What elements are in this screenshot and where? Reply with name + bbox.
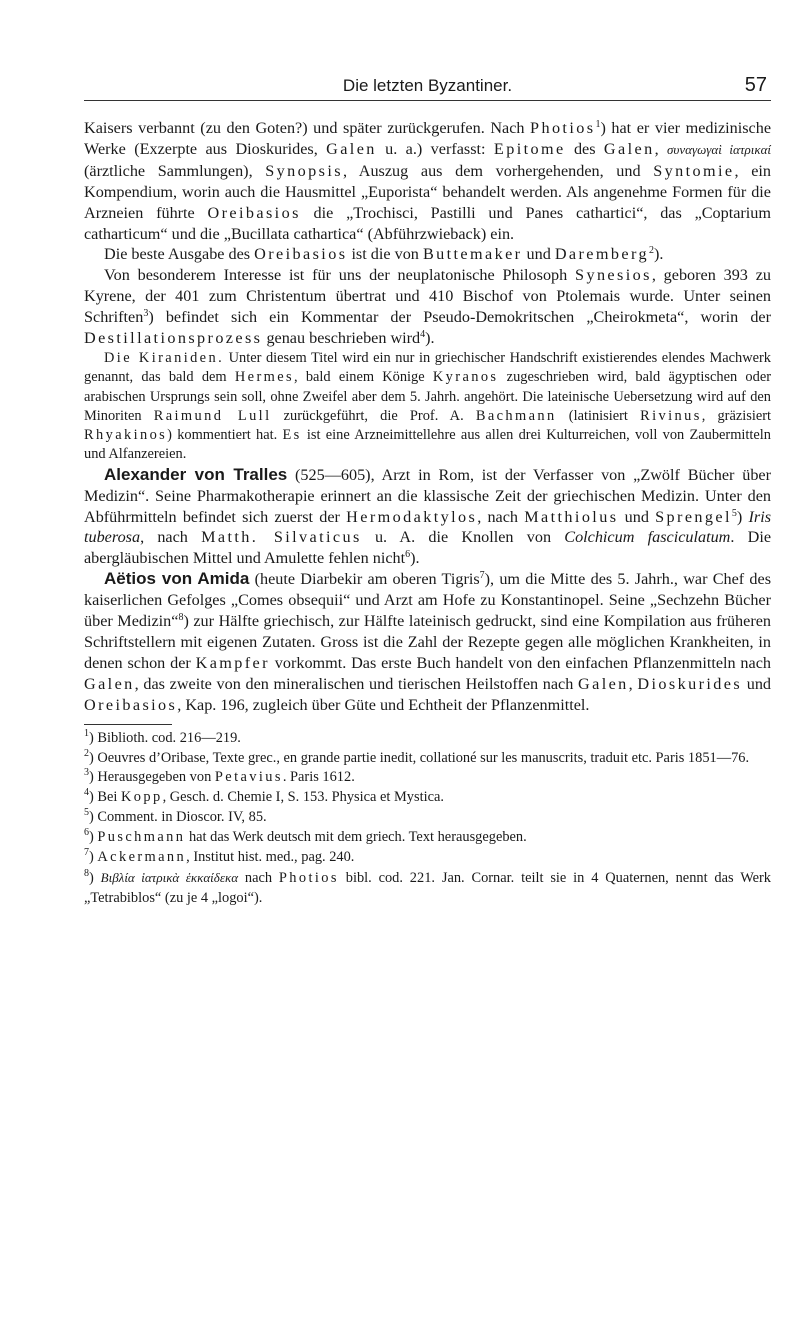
footnote-ref-2: 2 bbox=[648, 245, 654, 257]
paragraph-edition bbox=[84, 244, 771, 265]
name-rhyakinos: Rhyakinos bbox=[84, 427, 168, 444]
text: ), um die Mitte des 5. Jahrh., war Chef des kaiserlichen Gefolges „Comes obsequii“ und Arzt am Hofe zu Konstantinopel. Seine „Sechzehn Bücher über Medizin“ bbox=[84, 570, 771, 631]
text: ) zur Hälfte griechisch, zur Hälfte lateinisch gedruckt, sind eine Kompilation aus früheren Schriftstellern mit eigenen Zutaten. Gross ist die Zahl der Rezepte gegen alle möglichen Krankheiten, in denen schon der bbox=[84, 612, 771, 672]
name-hermodaktylos: Hermodaktylos bbox=[346, 507, 478, 526]
footnote-number: 5 bbox=[84, 807, 89, 819]
heading-alexander-von-tralles: Alexander von Tralles bbox=[104, 464, 288, 484]
text: (ärztliche Sammlungen), bbox=[84, 161, 266, 180]
text: ) befindet sich ein Kommentar der Pseudo-Demokritschen „Cheirokmeta“, worin der bbox=[148, 308, 771, 327]
text: und bbox=[742, 674, 772, 693]
text: u. A. die Knollen von bbox=[361, 528, 565, 547]
footnote-2 bbox=[84, 749, 771, 769]
text: . Die abergläubischen Mittel und Amulette fehlen nicht bbox=[84, 528, 772, 568]
footnote-text: ) Comment. in Dioscor. IV, 85. bbox=[89, 809, 267, 826]
footnote-text: nach bbox=[238, 869, 279, 886]
plant-iris-tuberosa: Iris tuberosa bbox=[84, 507, 772, 547]
footnote-text: hat das Werk deutsch mit dem griech. Text herausgegeben. bbox=[185, 829, 527, 846]
text: , bald einem Könige bbox=[294, 369, 433, 386]
footnote-number: 2 bbox=[84, 747, 89, 759]
term-destillation: Destillationsprozess bbox=[84, 329, 263, 348]
text: , Kap. 196, zugleich über Güte und Echtheit der Pflanzenmittel. bbox=[177, 695, 590, 714]
name-synesios: Synesios bbox=[575, 266, 652, 285]
name-ackermann: Ackermann bbox=[97, 849, 187, 866]
name-matthiolus: Matthiolus bbox=[524, 507, 619, 526]
footnote-number: 3 bbox=[84, 767, 89, 779]
footnote-text: ) Bei bbox=[89, 789, 121, 806]
title-syntomie: Syntomie bbox=[653, 161, 735, 180]
greek-title: Βιβλία ἰατρικὰ ἑκκαίδεκα bbox=[100, 869, 239, 885]
text: ) hat er vier medizinische Werke (Exzerpte aus Dioskurides, bbox=[84, 119, 772, 158]
name-buttemaker: Buttemaker bbox=[422, 245, 523, 264]
paragraph-aetios bbox=[84, 569, 771, 715]
greek-title: συναγωγαὶ ἰατρικαί bbox=[667, 141, 772, 157]
text: genau beschrieben wird bbox=[262, 329, 421, 348]
name-galen: Galen bbox=[603, 139, 655, 158]
footnote-ref-4: 4 bbox=[420, 329, 426, 341]
name-galen: Galen bbox=[326, 139, 377, 158]
running-head: Die letzten Byzantiner. bbox=[342, 76, 513, 95]
text: zurückgeführt, die Prof. A. bbox=[271, 407, 476, 424]
text: ist die von bbox=[347, 245, 423, 264]
footnote-text: ) Biblioth. cod. 216—219. bbox=[89, 729, 241, 746]
text: , gräzisiert bbox=[701, 407, 772, 424]
footnote-divider bbox=[84, 724, 172, 725]
text: ) bbox=[736, 507, 749, 526]
text: Die beste Ausgabe des bbox=[104, 245, 255, 264]
text: , geboren 393 zu Kyrene, der 401 zum Christentum übertrat und 410 Bischof von Ptolemais wurde. Unter seinen Schriften bbox=[84, 266, 771, 327]
text-es: Es bbox=[282, 427, 302, 444]
footnote-text: ) bbox=[89, 829, 98, 846]
name-oreibasios: Oreibasios bbox=[84, 695, 178, 714]
text: , nach bbox=[140, 528, 202, 547]
text: , bbox=[628, 674, 638, 693]
text: Von besonderem Interesse ist für uns der neuplatonische Philosoph bbox=[104, 266, 576, 285]
text: Kaisers verbannt (zu den Goten?) und später zurückgerufen. Nach bbox=[84, 119, 531, 137]
footnote-3 bbox=[84, 768, 771, 788]
text: ). bbox=[425, 329, 435, 348]
footnote-text: bibl. cod. 221. Jan. Cornar. teilt sie in 4 Quaternen, nennt das Werk „Tetrabiblos“ (zu je 4 „logoi“). bbox=[84, 869, 772, 906]
name-dioskurides: Dioskurides bbox=[637, 674, 743, 693]
text: (heute Diarbekir am oberen Tigris bbox=[249, 570, 480, 589]
text: des bbox=[565, 139, 604, 158]
text: und bbox=[618, 507, 656, 526]
name-bachmann: Bachmann bbox=[475, 407, 557, 424]
footnote-1 bbox=[84, 729, 771, 749]
text: , Auszug aus dem vorhergehenden, und bbox=[342, 161, 654, 180]
name-sprengel: Sprengel bbox=[655, 507, 732, 526]
text: zugeschrieben wird, bald ägyptischen oder arabischen Ursprungs sein soll, ohne Zweifel aber dem 5. Jahrh. angehört. Die lateinische Uebersetzung wird auf den Minoriten bbox=[84, 369, 771, 424]
name-kyranos: Kyranos bbox=[432, 369, 499, 386]
paragraph-alexander bbox=[84, 465, 771, 570]
footnote-text: ) bbox=[89, 849, 98, 866]
name-daremberg: Daremberg bbox=[554, 245, 649, 264]
main-text bbox=[84, 118, 771, 909]
name-kopp: Kopp bbox=[120, 789, 163, 806]
text: ). bbox=[410, 549, 420, 568]
text: die „Trochisci, Pastilli und Panes cathartici“, das „Coptarium catharticum“ und die „Bucillata cathartica“ (Abführzwieback) ein. bbox=[84, 203, 771, 243]
name-hermes: Hermes bbox=[234, 369, 295, 386]
footnote-text: , Institut hist. med., pag. 240. bbox=[186, 849, 355, 866]
footnote-ref-8: 8 bbox=[178, 612, 184, 624]
text: ist eine Arzneimittellehre aus allen drei Kulturreichen, voll von Zaubermitteln und Alfanzereien. bbox=[84, 427, 771, 463]
title-synopsis: Synopsis bbox=[265, 161, 343, 180]
name-petavius: Petavius bbox=[214, 769, 283, 786]
footnote-ref-7: 7 bbox=[479, 570, 485, 582]
footnote-text: ) Herausgegeben von bbox=[89, 769, 215, 786]
name-matth-silvaticus: Matth. Silvaticus bbox=[201, 528, 362, 547]
footnotes bbox=[84, 729, 771, 909]
text: und bbox=[522, 245, 555, 264]
footnote-ref-3: 3 bbox=[143, 308, 149, 320]
name-rivinus: Rivinus bbox=[640, 407, 702, 424]
title-epitome: Epitome bbox=[493, 139, 566, 158]
text: , nach bbox=[477, 507, 525, 526]
footnote-text: ) bbox=[89, 869, 101, 886]
footnote-6 bbox=[84, 828, 771, 848]
paragraph-synesios bbox=[84, 265, 771, 349]
heading-kiraniden: Die Kiraniden. bbox=[104, 349, 225, 366]
footnote-ref-5: 5 bbox=[731, 507, 737, 519]
paragraph-kiraniden bbox=[84, 349, 771, 465]
text: , bbox=[654, 139, 667, 158]
footnote-5 bbox=[84, 808, 771, 828]
footnote-4 bbox=[84, 788, 771, 808]
text: Unter diesem Titel wird ein nur in griechischer Handschrift existierendes elendes Machwerk genannt, das bald dem bbox=[84, 349, 771, 386]
footnote-ref-1: 1 bbox=[595, 119, 601, 130]
term-kampfer: Kampfer bbox=[195, 653, 270, 672]
plant-colchicum: Colchicum fasciculatum bbox=[564, 528, 731, 547]
text: ). bbox=[653, 245, 664, 264]
paragraph-photios bbox=[84, 118, 771, 244]
footnote-ref-6: 6 bbox=[405, 549, 411, 561]
footnote-number: 4 bbox=[84, 787, 89, 799]
footnote-number: 6 bbox=[84, 827, 89, 839]
page-number: 57 bbox=[744, 74, 767, 96]
footnote-number: 8 bbox=[84, 867, 89, 879]
text: vorkommt. Das erste Buch handelt von den einfachen Pflanzenmitteln nach bbox=[269, 653, 771, 672]
footnote-number: 1 bbox=[84, 727, 89, 739]
name-photios: Photios bbox=[530, 119, 596, 137]
name-galen: Galen bbox=[84, 674, 135, 693]
text: ) kommentiert hat. bbox=[167, 427, 283, 444]
footnote-text: , Gesch. d. Chemie I, S. 153. Physica et Mystica. bbox=[162, 789, 444, 806]
name-puschmann: Puschmann bbox=[97, 829, 186, 846]
footnote-7 bbox=[84, 848, 771, 868]
footnote-8 bbox=[84, 868, 771, 909]
heading-aetios-von-amida: Aëtios von Amida bbox=[104, 569, 250, 589]
page-header bbox=[84, 72, 771, 101]
text: , ein Kompendium, worin auch die Hausmittel „Euporista“ behandelt werden. Als angenehme Formen für die Arzneien führte bbox=[84, 161, 771, 222]
name-photios: Photios bbox=[278, 869, 339, 886]
name-raimund-lull: Raimund Lull bbox=[153, 407, 272, 424]
text: (latinisiert bbox=[556, 407, 641, 424]
text: (525—605), Arzt in Rom, ist der Verfasser von „Zwölf Bücher über Medizin“. Seine Pharmakotherapie erinnert an die klassische Zeit der griechischen Medizin. Unter den Abführmitteln befindet sich zuerst der bbox=[84, 465, 771, 526]
footnote-text: . Paris 1612. bbox=[282, 769, 355, 786]
name-oreibasios: Oreibasios bbox=[207, 203, 301, 222]
footnote-number: 7 bbox=[84, 847, 89, 859]
text: u. a.) verfasst: bbox=[376, 139, 494, 158]
name-galen: Galen bbox=[578, 674, 629, 693]
text: , das zweite von den mineralischen und tierischen Heilstoffen nach bbox=[134, 674, 579, 693]
name-oreibasios: Oreibasios bbox=[254, 245, 348, 264]
footnote-text: ) Oeuvres d’Oribase, Texte grec., en grande partie inedit, collationé sur les manuscrits, traduit etc. Paris 1851—76. bbox=[89, 749, 750, 766]
